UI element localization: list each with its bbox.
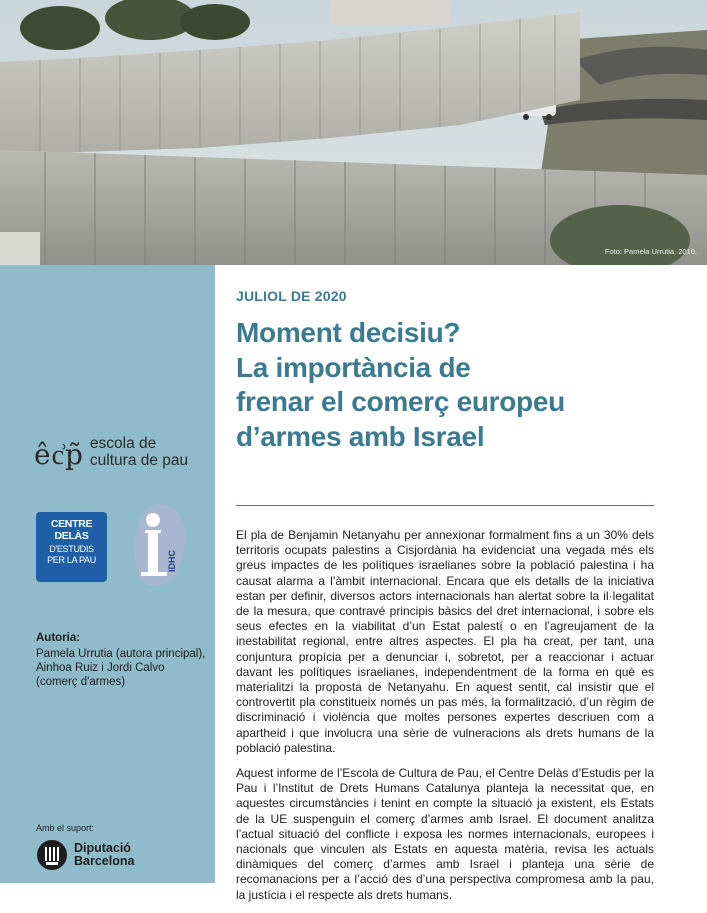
authors-title: Autoria: [36, 632, 81, 644]
title-divider [236, 505, 654, 506]
centre-delas-logo [36, 512, 107, 582]
idhc-logo-icon [131, 502, 189, 588]
publication-date: JULIOL DE 2020 [236, 288, 347, 304]
idhc-label: IDHC [167, 550, 177, 572]
diputacio-line2: Barcelona [74, 854, 135, 868]
delas-line3: PER LA PAU [47, 555, 96, 565]
delas-line1: CENTRE DELÀS [50, 518, 93, 542]
delas-line2: D'ESTUDIS [49, 544, 94, 554]
ecp-logo-text [90, 435, 188, 469]
body-text [236, 528, 654, 913]
title-line: d’armes amb Israel [236, 420, 485, 452]
cover-photo [0, 0, 707, 265]
authors-text: Pamela Urrutia (autora principal), Ainhoa Ruiz i Jordi Calvo (comerç d'armes) [36, 648, 206, 688]
photo-credit: Foto: Pamela Urrutia, 2010. [604, 247, 697, 256]
diputacio-shield-icon [36, 839, 68, 871]
sidebar [0, 265, 215, 883]
title-line: Moment decisiu? [236, 317, 461, 348]
diputacio-text [74, 842, 134, 868]
ecp-logo-line2: cultura de pau [89, 452, 189, 469]
body-paragraph: Aquest informe de l’Escola de Cultura de Pau, el Centre Delàs d’Estudis per la Pau i l’Institut de Drets Humans Catalunya planteja la necessitat que, en aquestes circumstàncies i tenint en compte la situació ja existent, els Estats de la UE suspenguin el comerç d’armes amb Israel. El document analitza l’actual situació del conflicte i exposa les normes internacionals, europees i nacionals que vinculen als Estats en aquesta matèria, revisa les actuals dinàmiques del comerç d’armes amb Israel i planteja una sèrie de recomanacions per a l’acció des d’una perspectiva compromesa amb la pau, la justícia i el respecte als drets humans. [236, 766, 654, 902]
ecp-logo-line1: escola de [89, 435, 157, 452]
diputacio-line1: Diputació [74, 841, 131, 855]
body-paragraph: El pla de Benjamin Netanyahu per annexionar formalment fins a un 30% dels territoris ocupats palestins a Cisjordània ha evidenciat una vegada més els greus impactes de les polítiques israelianes sobre la població palestina i ha causat alarma a l’àmbit internacional. Encara que els detalls de la iniciativa estan per definir, diversos actors internacionals han alertat sobre la il·legalitat de la mesura, que contravé principis bàsics del dret internacional, i sobre els seus efectes en la viabilitat d’un Estat palestí o en l’agreujament de la inestabilitat regional, entre altres aspectes. El pla ha creat, per tant, una conjuntura propícia per a denunciar i, sobretot, per a reaccionar i actuar davant les polítiques israelianes, independentment de la forma en què es materialitzi la proposta de Netanyahu. En aquest sentit, cal insistir que el controvertit pla constitueix només un pas més, la formalització, d’un règim de discriminació i violència que moltes persones expertes descriuen com a apartheid i que involucra una sèrie de vulneracions als drets humans de la població palestina. [236, 528, 654, 755]
title-line: La importància de [236, 351, 471, 383]
title-line: frenar el comerç europeu [236, 386, 565, 417]
support-label: Amb el suport: [36, 823, 95, 833]
diputacio-barcelona-logo [36, 839, 134, 871]
separation-wall-photo [0, 0, 707, 265]
page-title [236, 316, 696, 454]
ecp-logo-mark: êc͗p̃ [34, 438, 84, 471]
ecp-logo [34, 435, 188, 469]
